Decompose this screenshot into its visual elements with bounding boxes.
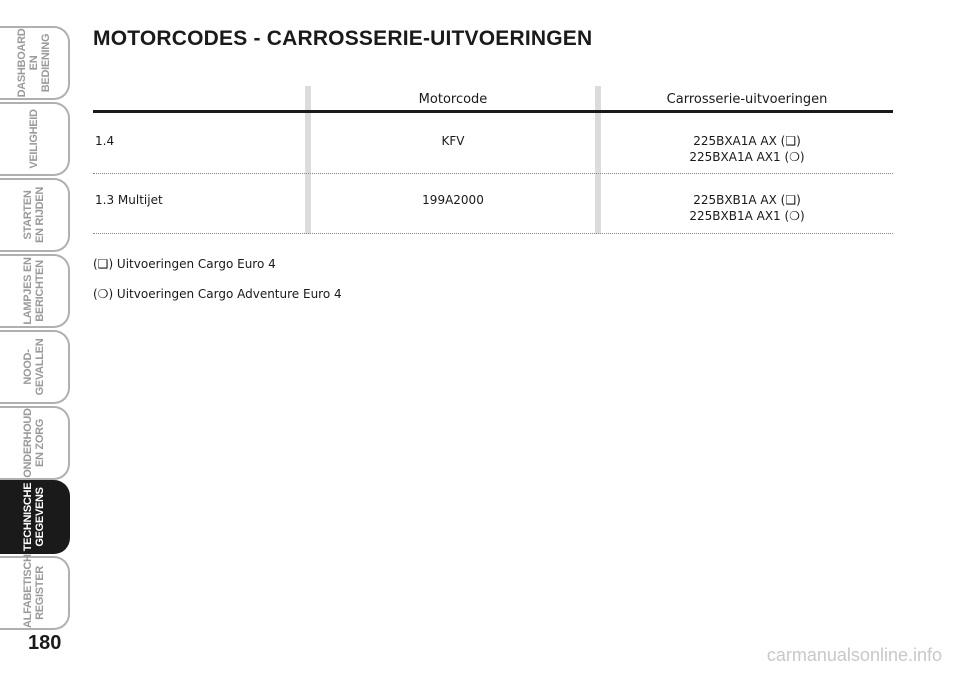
tab-onderhoud[interactable] bbox=[0, 406, 70, 480]
header-carrosserie: Carrosserie-uitvoeringen bbox=[666, 92, 828, 107]
tab-label: LAMPJES EN BERICHTEN bbox=[22, 257, 46, 325]
cell-body-version: 225BXA1A AX1 (❍) bbox=[689, 150, 805, 164]
cell-engine: 1.4 bbox=[95, 134, 115, 148]
row-divider bbox=[93, 173, 893, 174]
tab-label: NOOD- GEVALLEN bbox=[22, 338, 46, 396]
engine-code-table bbox=[93, 86, 893, 236]
cell-body-version: 225BXB1A AX (❑) bbox=[693, 193, 801, 207]
tab-label: STARTEN EN RIJDEN bbox=[22, 187, 46, 243]
tab-veiligheid[interactable] bbox=[0, 102, 70, 176]
tab-dashboard[interactable] bbox=[0, 26, 70, 100]
cell-body-version: 225BXB1A AX1 (❍) bbox=[689, 209, 805, 223]
tab-label: ALFABETISCH REGISTER bbox=[22, 554, 46, 628]
cell-engine: 1.3 Multijet bbox=[95, 193, 163, 207]
tab-starten[interactable] bbox=[0, 178, 70, 252]
cell-body-version: 225BXA1A AX (❑) bbox=[693, 134, 801, 148]
row-divider bbox=[93, 233, 893, 234]
cell-code: KFV bbox=[441, 134, 465, 148]
section-tabs bbox=[0, 0, 72, 640]
page-title: MOTORCODES - CARROSSERIE-UITVOERINGEN bbox=[93, 27, 593, 50]
legend-cargo: (❑) Uitvoeringen Cargo Euro 4 bbox=[93, 257, 276, 271]
tab-label: TECHNISCHE GEGEVENS bbox=[22, 482, 46, 552]
tab-register[interactable] bbox=[0, 556, 70, 630]
tab-label: ONDERHOUD EN ZORG bbox=[22, 408, 46, 478]
tab-noodgevallen[interactable] bbox=[0, 330, 70, 404]
header-rule bbox=[93, 110, 893, 113]
column-separator bbox=[305, 86, 311, 234]
tab-lampjes[interactable] bbox=[0, 254, 70, 328]
tab-label: VEILIGHEID bbox=[28, 109, 40, 169]
cell-code: 199A2000 bbox=[422, 193, 484, 207]
tab-technische-gegevens[interactable] bbox=[0, 480, 70, 554]
tab-label: DASHBOARD EN BEDIENING bbox=[16, 28, 52, 98]
legend-cargo-adventure: (❍) Uitvoeringen Cargo Adventure Euro 4 bbox=[93, 287, 342, 301]
header-motorcode: Motorcode bbox=[418, 92, 488, 107]
watermark: carmanualsonline.info bbox=[766, 645, 942, 665]
page-number: 180 bbox=[28, 632, 62, 654]
